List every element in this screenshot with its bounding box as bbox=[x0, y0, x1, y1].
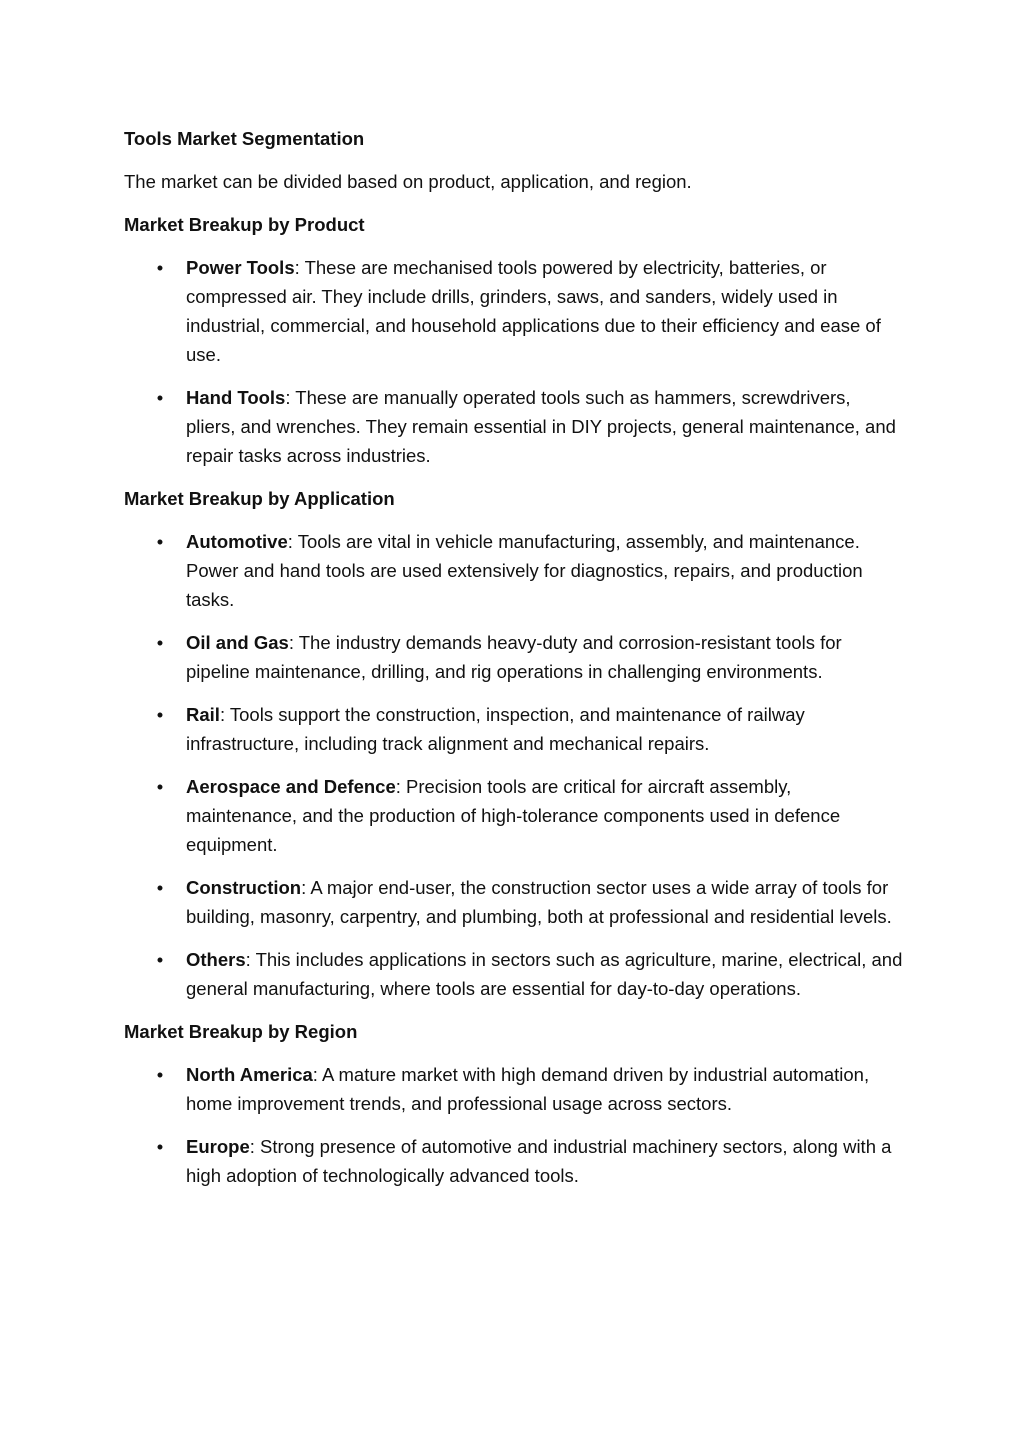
application-list bbox=[124, 527, 904, 1003]
list-item bbox=[124, 700, 904, 758]
list-item bbox=[124, 1060, 904, 1118]
bullet-icon: • bbox=[156, 1136, 164, 1157]
region-list bbox=[124, 1060, 904, 1190]
item-text: : The industry demands heavy-duty and corrosion-resistant tools for pipeline maintenance, drilling, and rig operations in challenging environments. bbox=[186, 632, 842, 682]
intro-paragraph: The market can be divided based on product, application, and region. bbox=[124, 171, 692, 192]
bullet-icon: • bbox=[156, 632, 164, 653]
item-term: Others bbox=[186, 949, 246, 970]
item-term: Construction bbox=[186, 877, 302, 898]
bullet-icon: • bbox=[156, 776, 164, 797]
list-item bbox=[124, 628, 904, 686]
bullet-icon: • bbox=[156, 387, 164, 408]
bullet-icon: • bbox=[156, 257, 164, 278]
page-title: Tools Market Segmentation bbox=[124, 128, 365, 149]
bullet-icon: • bbox=[156, 877, 164, 898]
list-item bbox=[124, 1132, 904, 1190]
list-item bbox=[124, 253, 904, 369]
list-item bbox=[124, 527, 904, 614]
section-heading-product: Market Breakup by Product bbox=[124, 214, 365, 235]
item-text: : Strong presence of automotive and industrial machinery sectors, along with a high adoption of technologically advanced tools. bbox=[186, 1136, 892, 1186]
item-text: : Tools support the construction, inspection, and maintenance of railway infrastructure, including track alignment and mechanical repairs. bbox=[186, 704, 805, 754]
item-text: : A mature market with high demand driven by industrial automation, home improvement trends, and professional usage across sectors. bbox=[186, 1064, 870, 1114]
bullet-icon: • bbox=[156, 949, 164, 970]
bullet-icon: • bbox=[156, 531, 164, 552]
product-list bbox=[124, 253, 904, 470]
list-item bbox=[124, 772, 904, 859]
list-item bbox=[124, 945, 904, 1003]
list-item bbox=[124, 383, 904, 470]
bullet-icon: • bbox=[156, 1064, 164, 1085]
item-text: : This includes applications in sectors such as agriculture, marine, electrical, and general manufacturing, where tools are essential for day-to-day operations. bbox=[186, 949, 903, 999]
item-text: : These are mechanised tools powered by electricity, batteries, or compressed air. They include drills, grinders, saws, and sanders, widely used in industrial, commercial, and household applications due to their efficiency and ease of use. bbox=[186, 257, 881, 365]
item-text: : Precision tools are critical for aircraft assembly, maintenance, and the production of high-tolerance components used in defence equipment. bbox=[186, 776, 841, 855]
item-term: Automotive bbox=[186, 531, 288, 552]
bullet-icon: • bbox=[156, 704, 164, 725]
item-text: : A major end-user, the construction sector uses a wide array of tools for building, masonry, carpentry, and plumbing, both at professional and residential levels. bbox=[186, 877, 892, 927]
item-text: : These are manually operated tools such as hammers, screwdrivers, pliers, and wrenches. They remain essential in DIY projects, general maintenance, and repair tasks across industries. bbox=[186, 387, 896, 466]
item-term: Rail bbox=[186, 704, 220, 725]
item-term: Hand Tools bbox=[186, 387, 286, 408]
list-item bbox=[124, 873, 904, 931]
item-term: Power Tools bbox=[186, 257, 295, 278]
item-term: Oil and Gas bbox=[186, 632, 289, 653]
item-term: Europe bbox=[186, 1136, 250, 1157]
section-heading-application: Market Breakup by Application bbox=[124, 488, 395, 509]
document-page bbox=[124, 124, 904, 1204]
item-term: North America bbox=[186, 1064, 313, 1085]
section-heading-region: Market Breakup by Region bbox=[124, 1021, 358, 1042]
item-term: Aerospace and Defence bbox=[186, 776, 396, 797]
item-text: : Tools are vital in vehicle manufacturing, assembly, and maintenance. Power and hand tools are used extensively for diagnostics, repairs, and production tasks. bbox=[186, 531, 863, 610]
